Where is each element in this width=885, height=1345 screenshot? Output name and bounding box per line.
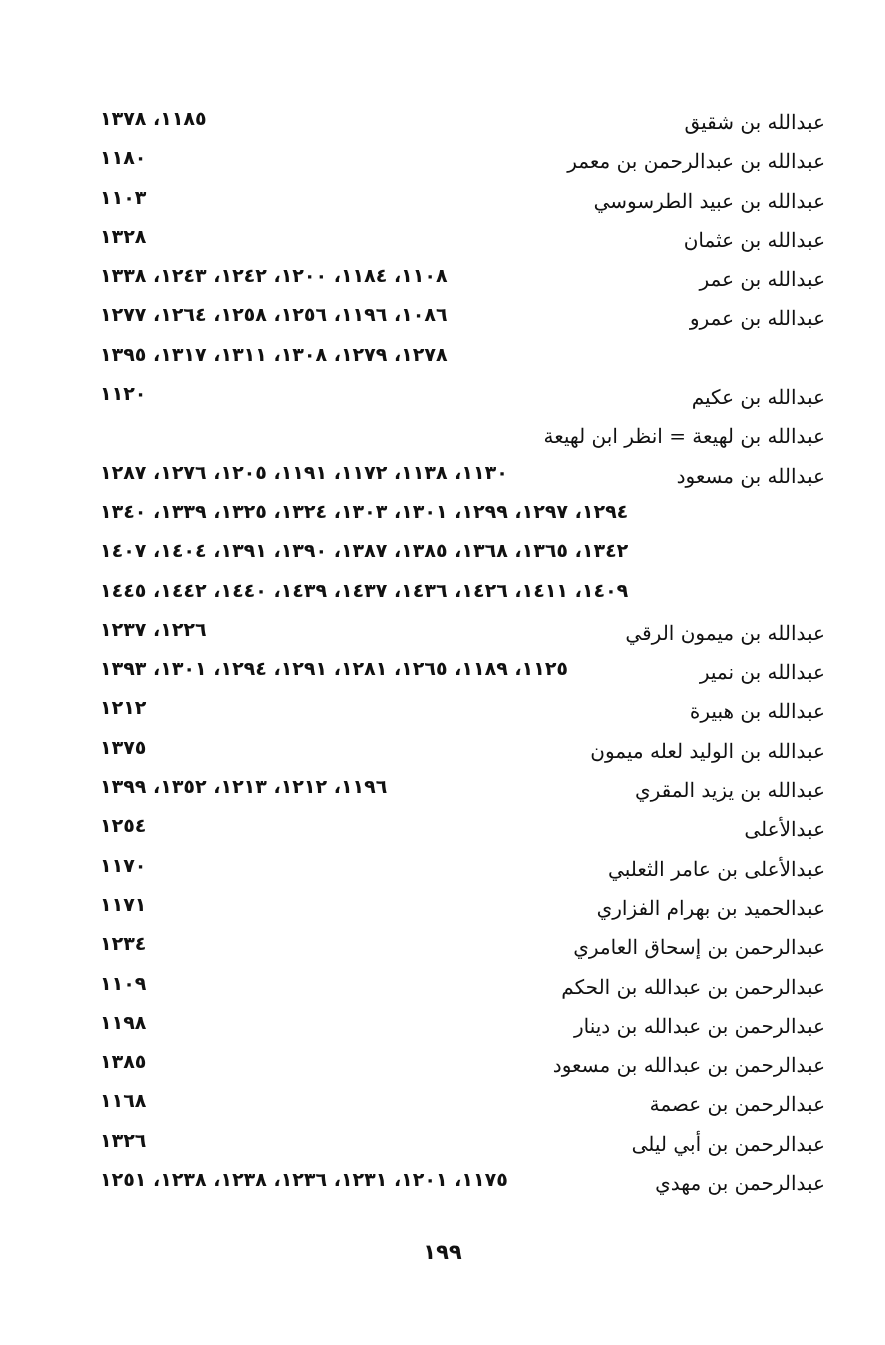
index-entry: [100, 1047, 825, 1086]
entry-references: ١٣٢٦: [100, 1129, 147, 1152]
entry-references: ١٢٥٤: [100, 815, 147, 838]
entry-name: عبدالله بن مسعود: [676, 463, 825, 488]
entry-references: ١١٧١: [100, 893, 147, 916]
index-entry: [100, 969, 825, 1008]
index-entry: [100, 654, 825, 693]
entry-name: عبدالله بن عمر: [699, 267, 825, 292]
index-entries-list: [100, 104, 825, 1204]
entry-name: عبدالله بن الوليد لعله ميمون: [590, 738, 825, 763]
entry-references: ١١٩٦، ١٢١٢، ١٢١٣، ١٣٥٢، ١٣٩٩: [100, 776, 388, 799]
entry-references: ١٣٤٢، ١٣٦٥، ١٣٦٨، ١٣٨٥، ١٣٨٧، ١٣٩٠، ١٣٩١، ١٤٠٤، ١٤٠٧: [100, 540, 629, 563]
entry-name: عبدالله بن عبدالرحمن بن معمر: [567, 149, 825, 174]
index-entry: [100, 851, 825, 890]
index-entry: [100, 772, 825, 811]
entry-references: ١١٠٣: [100, 186, 147, 209]
entry-name: عبدالرحمن بن عصمة: [649, 1092, 825, 1117]
index-entry: [100, 379, 825, 418]
entry-references: ١٢١٢: [100, 697, 147, 720]
index-entry: [100, 458, 825, 497]
index-entry: [100, 222, 825, 261]
entry-name: عبدالحميد بن بهرام الفزاري: [596, 895, 825, 920]
entry-name: عبدالله بن هبيرة: [689, 699, 825, 724]
entry-references: ١٣٨٥: [100, 1051, 147, 1074]
entry-name: عبدالله بن عثمان: [683, 227, 825, 252]
entry-references: ١٢٣٤: [100, 933, 147, 956]
entry-references: ١١٦٨: [100, 1090, 147, 1113]
entry-name: عبدالله بن عمرو: [689, 306, 825, 331]
entry-name: عبدالرحمن بن أبي ليلى: [631, 1131, 825, 1156]
entry-references: ١١٣٠، ١١٣٨، ١١٧٢، ١١٩١، ١٢٠٥، ١٢٧٦، ١٢٨٧: [100, 461, 508, 484]
index-entry: [100, 418, 825, 457]
entry-references: ١١٨٥، ١٣٧٨: [100, 108, 207, 130]
entry-name: عبدالله بن يزيد المقري: [634, 778, 825, 803]
index-entry: [100, 143, 825, 182]
entry-name: عبدالله بن عبيد الطرسوسي: [593, 188, 825, 213]
entry-references: ١٣٧٥: [100, 736, 147, 759]
index-entry: [100, 261, 825, 300]
index-entry: [100, 733, 825, 772]
index-entry: [100, 300, 825, 339]
index-entry: [100, 615, 825, 654]
entry-name: عبدالله بن ميمون الرقي: [625, 620, 825, 645]
entry-name: عبدالرحمن بن عبدالله بن الحكم: [561, 974, 825, 999]
index-entry-continuation: [100, 340, 825, 379]
entry-name: عبدالله بن نمير: [699, 660, 825, 685]
entry-name: عبدالله بن لهيعة = انظر ابن لهيعة: [543, 424, 825, 449]
index-entry: [100, 929, 825, 968]
entry-references: ١١٩٨: [100, 1011, 147, 1034]
entry-name: عبدالرحمن بن عبدالله بن دينار: [573, 1013, 825, 1038]
entry-references: ١٢٩٤، ١٢٩٧، ١٢٩٩، ١٣٠١، ١٣٠٣، ١٣٢٤، ١٣٢٥، ١٣٣٩، ١٣٤٠: [100, 500, 629, 523]
page-number: ١٩٩: [423, 1240, 462, 1264]
entry-references: ١٠٨٦، ١١٩٦، ١٢٥٦، ١٢٥٨، ١٢٦٤، ١٢٧٧: [100, 304, 448, 327]
index-entry: [100, 811, 825, 850]
entry-references: ١١٧٥، ١٢٠١، ١٢٣١، ١٢٣٦، ١٢٣٨، ١٢٣٨، ١٢٥١: [100, 1169, 508, 1192]
index-entry: [100, 1165, 825, 1204]
entry-name: عبدالأعلى: [744, 817, 825, 842]
index-entry-continuation: [100, 576, 825, 615]
index-entry-continuation: [100, 536, 825, 575]
entry-name: عبدالرحمن بن عبدالله بن مسعود: [552, 1053, 825, 1078]
entry-references: ١٢٢٦، ١٢٣٧: [100, 618, 207, 641]
entry-references: ١١٢٥، ١١٨٩، ١٢٦٥، ١٢٨١، ١٢٩١، ١٢٩٤، ١٣٠١، ١٣٩٣: [100, 658, 569, 681]
entry-references: ١١٠٨، ١١٨٤، ١٢٠٠، ١٢٤٢، ١٢٤٣، ١٣٣٨: [100, 265, 448, 288]
entry-references: ١٣٢٨: [100, 225, 147, 248]
entry-name: عبدالأعلى بن عامر الثعلبي: [608, 856, 825, 881]
index-entry: [100, 1126, 825, 1165]
entry-name: عبدالله بن عكيم: [691, 385, 825, 410]
entry-name: عبدالله بن شقيق: [684, 110, 825, 134]
index-entry: [100, 104, 825, 143]
entry-references: ١١٢٠: [100, 383, 147, 406]
index-entry: [100, 183, 825, 222]
index-entry: [100, 1086, 825, 1125]
index-entry: [100, 1008, 825, 1047]
entry-references: ١٢٧٨، ١٢٧٩، ١٣٠٨، ١٣١١، ١٣١٧، ١٣٩٥: [100, 343, 448, 366]
entry-name: عبدالرحمن بن مهدي: [655, 1171, 825, 1196]
index-entry: [100, 693, 825, 732]
index-entry: [100, 890, 825, 929]
index-entry-continuation: [100, 497, 825, 536]
entry-references: ١١٠٩: [100, 972, 147, 995]
entry-references: ١١٧٠: [100, 854, 147, 877]
entry-references: ١٤٠٩، ١٤١١، ١٤٢٦، ١٤٣٦، ١٤٣٧، ١٤٣٩، ١٤٤٠، ١٤٤٢، ١٤٤٥: [100, 579, 629, 602]
entry-references: ١١٨٠: [100, 147, 147, 170]
entry-name: عبدالرحمن بن إسحاق العامري: [573, 935, 825, 960]
